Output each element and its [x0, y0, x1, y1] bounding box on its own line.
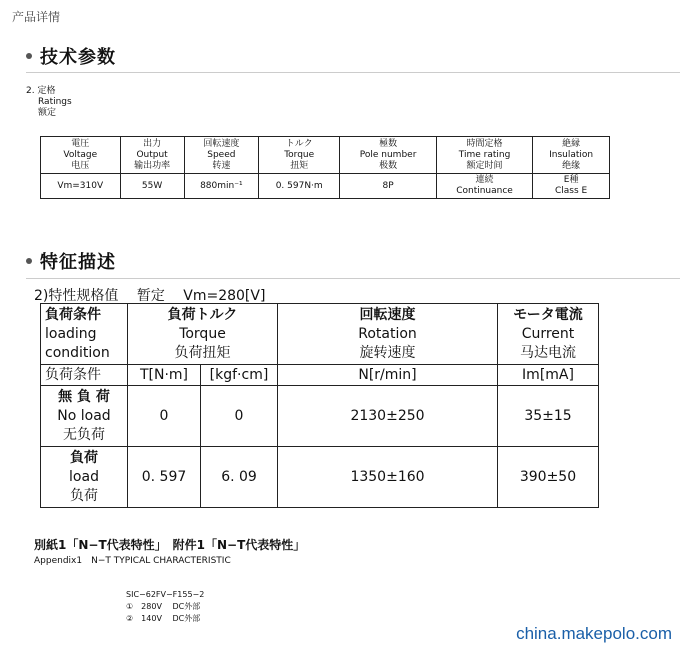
bullet-icon	[26, 258, 32, 264]
spec-unit-row	[41, 365, 599, 386]
model-line-2: ② 140V DC外部	[126, 614, 201, 623]
spec-row-label: 無 負 荷 No load 无负荷	[41, 386, 128, 447]
ratings-value-voltage: Vm=310V	[41, 174, 121, 199]
section-title-characteristics	[26, 248, 116, 274]
ratings-heading-en: Ratings	[38, 97, 72, 107]
ratings-value-torque: 0. 597N·m	[259, 174, 340, 199]
ratings-col-pole: 極数 Pole number 极数	[340, 137, 436, 174]
ratings-col-voltage: 電圧 Voltage 电压	[41, 137, 121, 174]
appendix-subtitle: Appendix1 N−T TYPICAL CHARACTERISTIC	[34, 556, 231, 566]
section-title-text: 特征描述	[40, 252, 116, 273]
ratings-value-insulation: E種 Class E	[533, 174, 610, 199]
section-title-tech-params	[26, 43, 116, 69]
spec-unit-torque-nm: T[N·m]	[128, 365, 201, 386]
ratings-value-output: 55W	[120, 174, 184, 199]
spec-header-row	[41, 304, 599, 365]
ratings-value-pole: 8P	[340, 174, 436, 199]
top-note: 产品详情	[12, 10, 61, 24]
ratings-heading-jp: 2. 定格	[26, 86, 56, 96]
spec-row-label: 負荷 load 负荷	[41, 447, 128, 508]
bullet-icon	[26, 53, 32, 59]
spec-unit-current: Im[mA]	[498, 365, 599, 386]
spec-col-torque: 負荷トルク Torque 负荷扭矩	[128, 304, 278, 365]
spec-row-load	[41, 447, 599, 508]
spec-unit-load: 负荷条件	[41, 365, 128, 386]
spec-unit-torque-kgf: [kgf·cm]	[201, 365, 278, 386]
ratings-table	[40, 136, 610, 199]
spec-cell-torque-kgf: 0	[201, 386, 278, 447]
ratings-header-row	[41, 137, 610, 174]
spec-cell-rotation: 2130±250	[278, 386, 498, 447]
ratings-col-torque: トルク Torque 扭矩	[259, 137, 340, 174]
spec-row-no-load	[41, 386, 599, 447]
appendix-title: 別紙1「N−T代表特性」 附件1「N−T代表特性」	[34, 538, 306, 552]
spec-cell-current: 35±15	[498, 386, 599, 447]
spec-heading: 2)特性规格值 暂定 Vm=280[V]	[34, 288, 266, 304]
spec-col-current: モータ電流 Current 马达电流	[498, 304, 599, 365]
spec-cell-torque-kgf: 6. 09	[201, 447, 278, 508]
divider	[26, 72, 680, 73]
ratings-value-time: 連続 Continuance	[436, 174, 532, 199]
spec-col-load: 負荷条件 loading condition	[41, 304, 128, 365]
ratings-col-speed: 回転速度 Speed 转速	[184, 137, 258, 174]
ratings-heading-cn: 额定	[38, 108, 57, 118]
ratings-col-output: 出力 Output 输出功率	[120, 137, 184, 174]
spec-cell-current: 390±50	[498, 447, 599, 508]
model-line-1: ① 280V DC外部	[126, 602, 201, 611]
spec-cell-rotation: 1350±160	[278, 447, 498, 508]
model-info	[126, 589, 204, 625]
spec-col-rotation: 回転速度 Rotation 旋转速度	[278, 304, 498, 365]
spec-cell-torque-nm: 0. 597	[128, 447, 201, 508]
ratings-value-row	[41, 174, 610, 199]
spec-cell-torque-nm: 0	[128, 386, 201, 447]
spec-unit-rotation: N[r/min]	[278, 365, 498, 386]
section-title-text: 技术参数	[40, 47, 116, 68]
divider	[26, 278, 680, 279]
watermark: china.makepolo.com	[516, 624, 672, 643]
model-name: SIC−62FV−F155−2	[126, 590, 205, 599]
ratings-col-insulation: 絶縁 Insulation 绝缘	[533, 137, 610, 174]
ratings-col-time: 時間定格 Time rating 额定时间	[436, 137, 532, 174]
ratings-value-speed: 880min⁻¹	[184, 174, 258, 199]
spec-table	[40, 303, 599, 508]
ratings-heading	[26, 86, 72, 119]
